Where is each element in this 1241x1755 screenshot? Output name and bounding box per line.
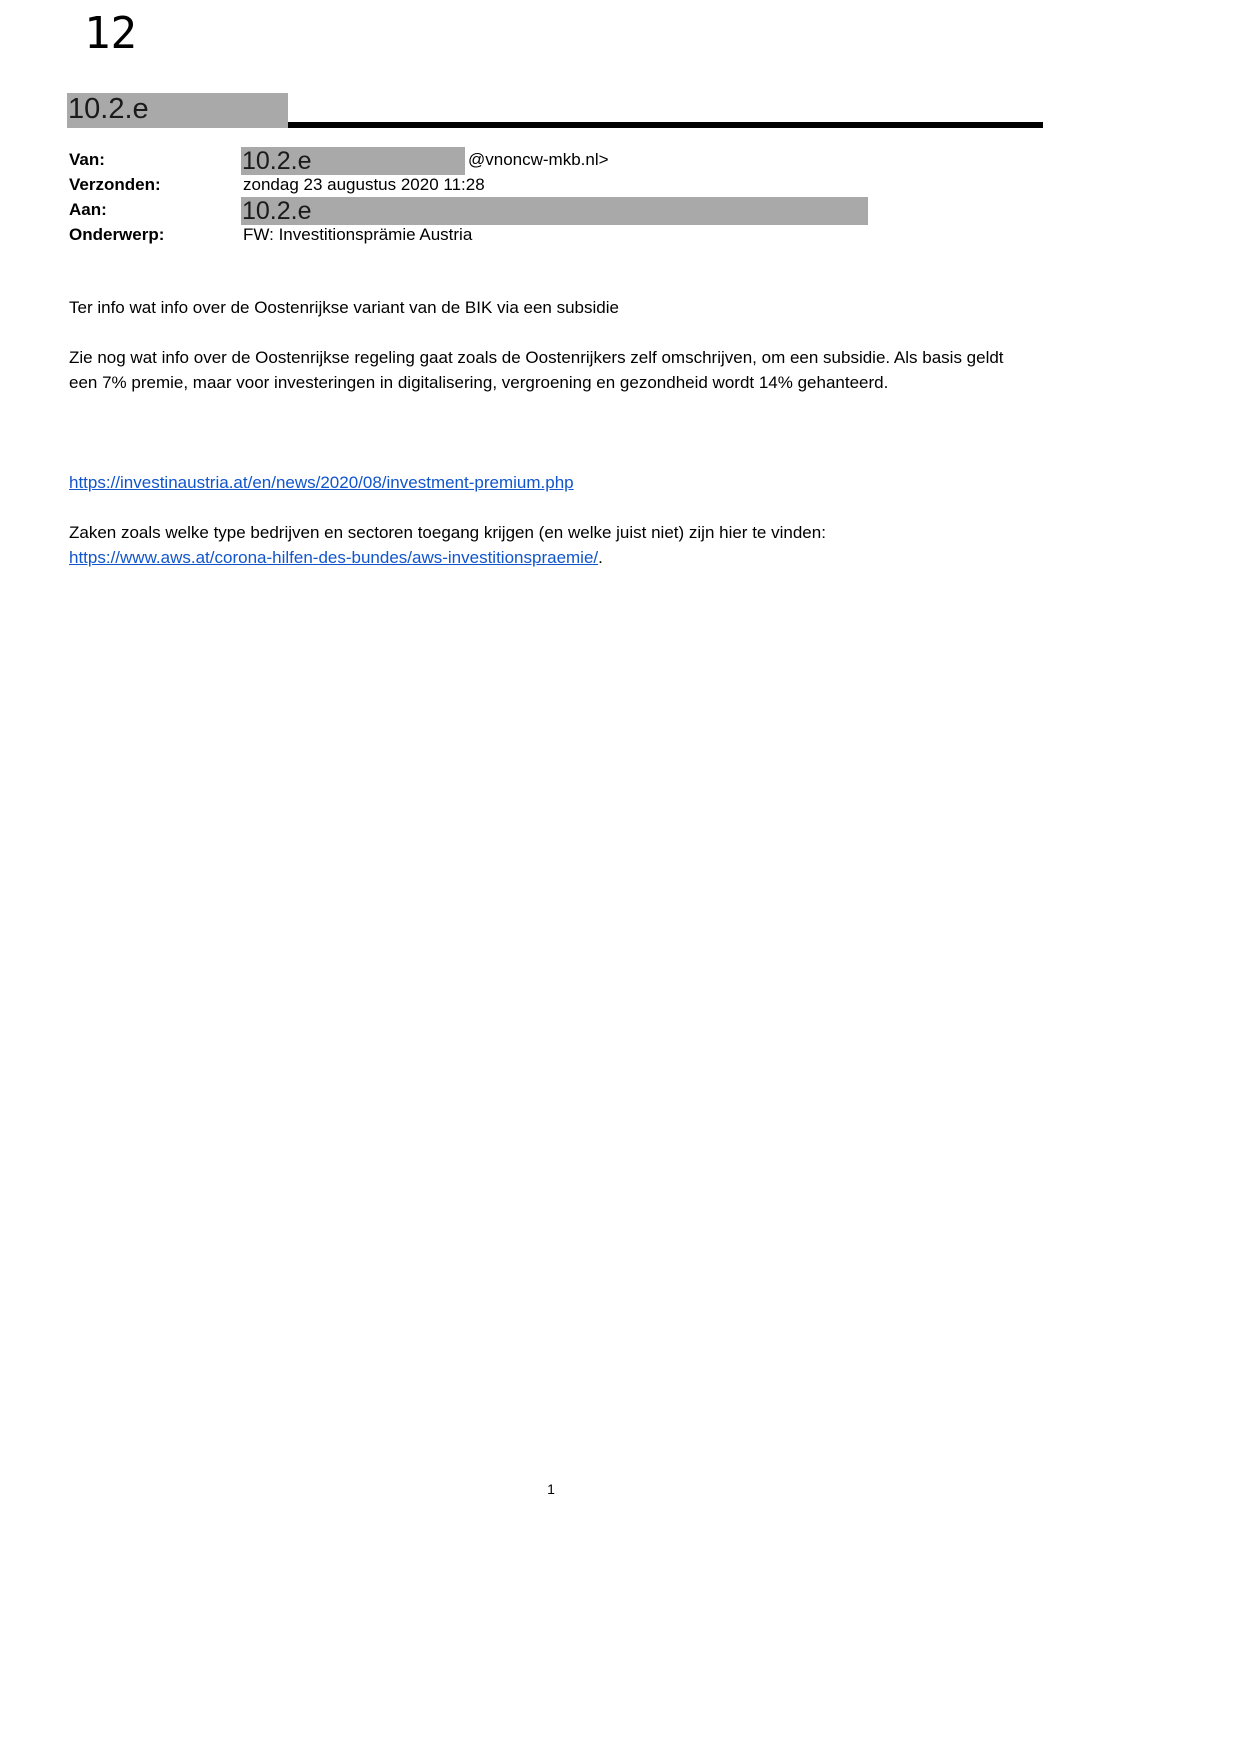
document-number: 12 <box>84 8 137 59</box>
link-paragraph-1 <box>69 470 1029 495</box>
body-paragraph-2: Zie nog wat info over de Oostenrijkse regeling gaat zoals de Oostenrijkers zelf omschrijven, om een subsidie. Als basis geldt een 7% premie, maar voor investeringen in digitalisering, vergroening en gezondheid wordt 14% gehanteerd. <box>69 348 1004 392</box>
subject-value: FW: Investitionsprämie Austria <box>243 225 473 244</box>
body-paragraph-3-text: Zaken zoals welke type bedrijven en sectoren toegang krijgen (en welke juist niet) zijn hier te vinden: <box>69 523 826 542</box>
sent-value: zondag 23 augustus 2020 11:28 <box>243 175 485 194</box>
to-redaction: 10.2.e <box>241 197 868 225</box>
from-label: Van: <box>69 150 105 169</box>
page-number: 1 <box>547 1481 555 1497</box>
aws-link[interactable]: https://www.aws.at/corona-hilfen-des-bundes/aws-investitionspraemie/ <box>69 548 599 567</box>
header-divider <box>288 122 1043 128</box>
body-paragraph-3 <box>69 520 1029 570</box>
body-paragraph-1: Ter info wat info over de Oostenrijkse variant van de BIK via een subsidie <box>69 298 619 317</box>
from-redaction: 10.2.e <box>241 147 465 175</box>
subject-label: Onderwerp: <box>69 225 165 244</box>
sender-name-redaction: 10.2.e <box>67 93 288 128</box>
sent-label: Verzonden: <box>69 175 161 194</box>
from-domain: @vnoncw-mkb.nl> <box>468 150 609 169</box>
to-label: Aan: <box>69 200 107 219</box>
link-suffix: . <box>598 548 603 567</box>
investinaustria-link[interactable]: https://investinaustria.at/en/news/2020/08/investment-premium.php <box>69 473 574 492</box>
